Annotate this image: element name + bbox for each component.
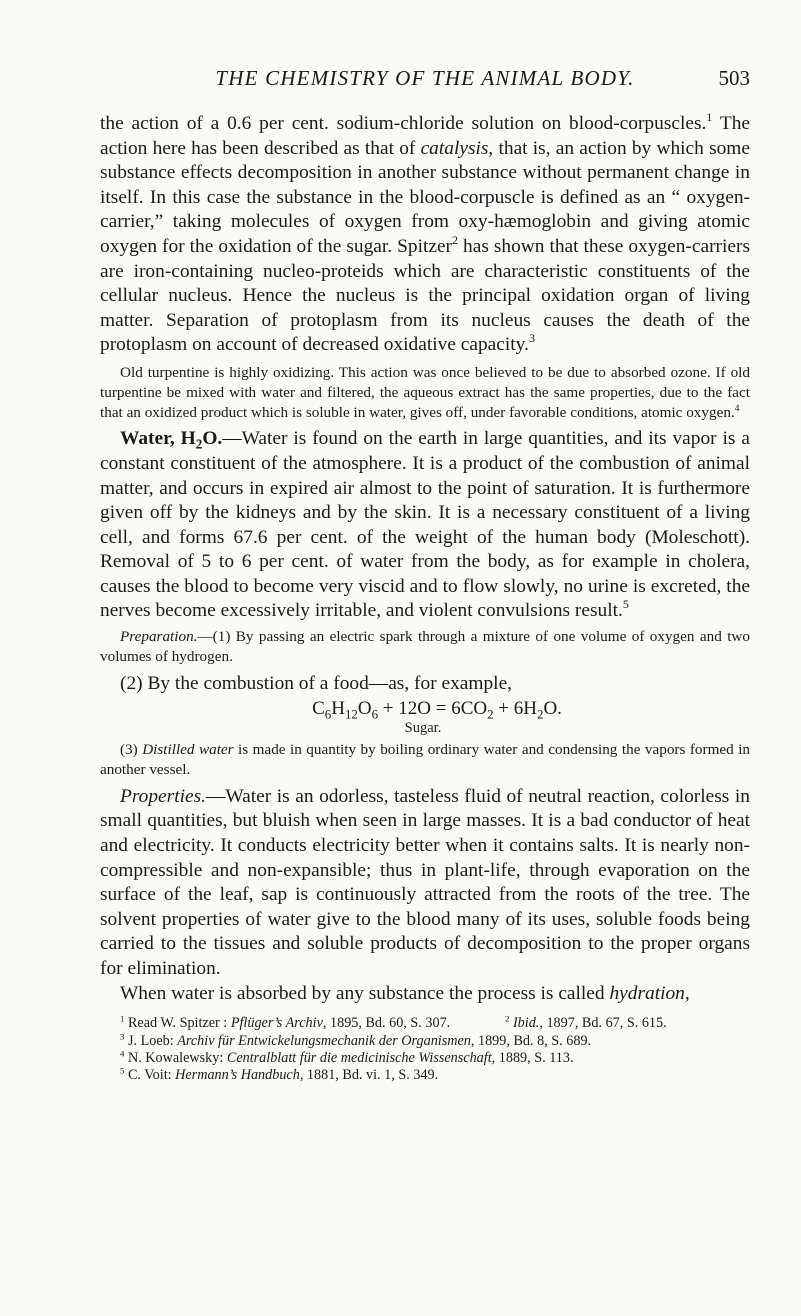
heading-text: Water, H — [120, 428, 196, 450]
footnote-ref: 4 — [734, 403, 740, 414]
footnote-ref: 1 — [706, 110, 713, 125]
emphasis: Pflüger’s Archiv — [230, 1015, 323, 1032]
footnote-5 — [100, 1067, 750, 1084]
text-span: , 1897, Bd. 67, S. 615. — [539, 1015, 667, 1032]
text-span: , 1889, S. 113. — [491, 1050, 574, 1067]
equation-label: Sugar. — [404, 720, 442, 737]
formula-part: + 6H — [493, 698, 537, 720]
paragraph-combustion — [100, 672, 750, 697]
text-span: Old turpentine is highly oxidizing. This action was once believed to be due to absorbed ozone. If old turpentine be mixed with water and filtered, the aqueous extract has the same properties, due to the fact that an oxidized product which is soluble in water, gives off, under favorable conditions, atomic oxygen. — [100, 363, 750, 421]
text-span: , 1881, Bd. vi. 1, S. 349. — [299, 1067, 439, 1084]
emphasis: Hermann’s Handbuch — [175, 1067, 300, 1084]
chemical-equation — [100, 698, 750, 720]
footnote-number: 2 — [505, 1013, 510, 1024]
text-span: , — [684, 982, 690, 1004]
text-span: (3) — [120, 741, 143, 759]
paragraph-properties — [100, 785, 750, 982]
paragraph-turpentine — [100, 363, 750, 422]
footnote-2 — [505, 1015, 667, 1032]
page-body — [100, 112, 750, 1085]
text-span: , 1895, Bd. 60, S. 307. — [322, 1015, 451, 1032]
paragraph-catalysis — [100, 112, 750, 358]
footnote-3 — [100, 1030, 750, 1050]
running-head: THE CHEMISTRY OF THE ANIMAL BODY. — [215, 66, 635, 90]
formula-part: O. — [543, 698, 562, 720]
formula-part: C — [312, 698, 325, 720]
text-span: —Water is found on the earth in large quantities, and its vapor is a constant constituent of the atmosphere. It is a product of the combustion of animal matter, and occurs in expired air almost to the point of saturation. It is furthermore given off by the kidneys and by the skin. It is a necessary constituent of a living cell, and forms 67.6 per cent. of the weight of the human body (Moleschott). Removal of 5 to 6 per cent. of water from the body, as for example in cholera, causes the blood to become very viscid and to flow slowly, no urine is excreted, the nerves become excessively irritable, and violent convulsions result. — [100, 428, 750, 622]
text-span: Read W. Spitzer : — [124, 1015, 231, 1032]
text-span: , that is, an action by which some substance effects decomposition in another substance without permanent change in itself. In this case the substance in the blood-corpuscle is defined as an “ oxygen-carrier,” taking molecules of oxygen from oxy-hæmoglobin and giving atomic oxygen for the oxidation of the sugar. Spitzer — [100, 137, 750, 257]
subscript: 12 — [344, 706, 358, 722]
footnote-1 — [100, 1015, 505, 1032]
footnotes — [100, 1015, 750, 1085]
footnote-number: 1 — [120, 1013, 125, 1024]
page-header — [100, 66, 750, 96]
text-span: the action of a 0.6 per cent. sodium-chloride solution on blood-corpuscles. — [100, 113, 707, 134]
formula-part: H — [331, 698, 345, 720]
emphasis: catalysis — [420, 137, 489, 159]
text-span: (2) By the combustion of a food—as, for example, — [120, 672, 513, 694]
subscript: 2 — [487, 706, 494, 722]
text-span: has shown that these oxygen-carriers are iron-containing nucleo-proteids which are characteristic constituents of the cellular nucleus. Hence the nucleus is the principal oxidation organ of living matter. Separation of protoplasm from its nucleus causes the death of the protoplasm on account of decreased oxidative capacity. — [100, 235, 751, 356]
emphasis: Archiv für Entwickelungsmechanik der Organismen — [177, 1032, 471, 1049]
footnote-number: 5 — [120, 1065, 125, 1076]
footnote-4 — [100, 1050, 750, 1067]
text-span: is made in quantity by boiling ordinary water and condensing the vapors formed in another vessel. — [100, 741, 751, 779]
footnote-row — [100, 1015, 750, 1032]
formula-part: + 12O = 6CO — [378, 698, 488, 720]
text-span: C. Voit: — [124, 1067, 176, 1084]
emphasis: Centralblatt für die medicinische Wissenschaft — [226, 1050, 492, 1067]
emphasis: Preparation. — [120, 628, 198, 646]
page-number: 503 — [718, 66, 750, 90]
text-span: J. Loeb: — [124, 1032, 178, 1049]
emphasis: Properties. — [120, 785, 206, 807]
footnote-number: 3 — [120, 1030, 125, 1041]
heading-text: O. — [202, 428, 223, 450]
subscript: 2 — [195, 436, 203, 452]
footnote-ref: 5 — [622, 597, 629, 612]
text-span: —Water is an odorless, tasteless fluid of neutral reaction, colorless in small quantities, but bluish when seen in large masses. It is a bad conductor of heat and electricity. It conducts electricity better when it contains salts. It is nearly non-compressible and non-expansible; thus in plant-life, through evaporation on the surface of the leaf, sap is continuously attracted from the roots of the tree. The solvent properties of water give to the blood many of its uses, soluble foods being carried to the tissues and soluble products of decomposition to the proper organs for elimination. — [100, 785, 750, 980]
formula-part: O — [357, 698, 372, 720]
text-span: —(1) By passing an electric spark through a mixture of one volume of oxygen and two volumes of hydrogen. — [100, 628, 750, 665]
subscript: 6 — [371, 706, 379, 722]
section-heading-water — [120, 428, 223, 452]
text-span: , 1899, Bd. 8, S. 689. — [470, 1032, 592, 1049]
footnote-ref: 3 — [528, 331, 535, 346]
subscript: 2 — [536, 706, 544, 722]
subscript: 6 — [324, 706, 332, 722]
text-span: The action here has been described as that of — [100, 113, 750, 159]
text-span: N. Kowalewsky: — [124, 1050, 227, 1067]
paragraph-preparation — [100, 627, 750, 667]
footnote-number: 4 — [120, 1048, 125, 1059]
paragraph-water — [100, 427, 750, 624]
footnote-ref: 2 — [452, 233, 459, 248]
emphasis: Distilled water — [142, 741, 234, 759]
emphasis: hydration — [609, 982, 685, 1004]
text-span: When water is absorbed by any substance the process is called — [120, 982, 610, 1004]
emphasis: Ibid. — [509, 1015, 540, 1032]
paragraph-distilled — [100, 740, 750, 780]
paragraph-hydration — [100, 982, 750, 1007]
